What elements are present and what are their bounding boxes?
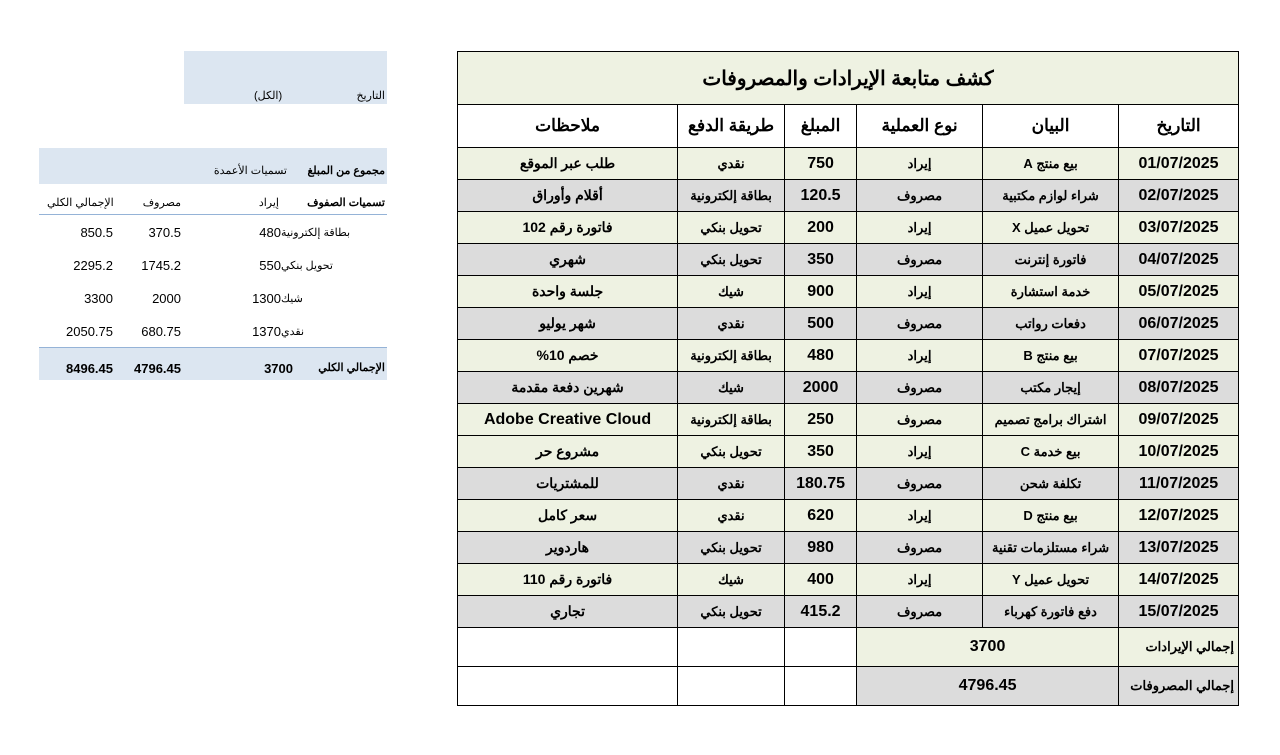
cell-date[interactable]: 05/07/2025 bbox=[1119, 276, 1239, 308]
total-income-value[interactable]: 3700 bbox=[857, 628, 1119, 667]
pivot-col-income: إيراد bbox=[258, 197, 279, 209]
pivot-total-expense: 4796.45 bbox=[134, 361, 181, 376]
cell-method[interactable]: تحويل بنكي bbox=[678, 212, 785, 244]
cell-notes[interactable]: أقلام وأوراق bbox=[458, 180, 678, 212]
ledger-table bbox=[457, 51, 1239, 706]
cell-method[interactable]: نقدي bbox=[678, 148, 785, 180]
table-row bbox=[458, 212, 1239, 244]
pivot-row-expense: 1745.2 bbox=[141, 258, 181, 273]
cell-amount[interactable]: 480 bbox=[785, 340, 857, 372]
cell-date[interactable]: 03/07/2025 bbox=[1119, 212, 1239, 244]
table-row bbox=[458, 436, 1239, 468]
header-date[interactable]: التاريخ bbox=[1119, 105, 1239, 148]
table-row bbox=[458, 532, 1239, 564]
cell-date[interactable]: 10/07/2025 bbox=[1119, 436, 1239, 468]
cell-desc[interactable]: بيع خدمة C bbox=[983, 436, 1119, 468]
cell-method[interactable]: بطاقة إلكترونية bbox=[678, 340, 785, 372]
cell-date[interactable]: 07/07/2025 bbox=[1119, 340, 1239, 372]
table-row bbox=[458, 308, 1239, 340]
cell-date[interactable]: 09/07/2025 bbox=[1119, 404, 1239, 436]
cell-date[interactable]: 01/07/2025 bbox=[1119, 148, 1239, 180]
cell-amount[interactable]: 415.2 bbox=[785, 596, 857, 628]
cell-type[interactable]: مصروف bbox=[857, 532, 983, 564]
ledger-header-row bbox=[458, 105, 1239, 148]
pivot-grand-total-row bbox=[39, 347, 387, 380]
cell-method[interactable]: شيك bbox=[678, 564, 785, 596]
cell-type[interactable]: إيراد bbox=[857, 500, 983, 532]
cell-desc[interactable]: فاتورة إنترنت bbox=[983, 244, 1119, 276]
cell-date[interactable]: 11/07/2025 bbox=[1119, 468, 1239, 500]
cell-notes[interactable]: طلب عبر الموقع bbox=[458, 148, 678, 180]
pivot-row-label: شيك bbox=[281, 293, 303, 305]
empty-cell[interactable] bbox=[678, 628, 785, 667]
cell-method[interactable]: تحويل بنكي bbox=[678, 244, 785, 276]
pivot-total-label: الإجمالي الكلي bbox=[318, 362, 385, 374]
cell-desc[interactable]: تكلفة شحن bbox=[983, 468, 1119, 500]
cell-amount[interactable]: 180.75 bbox=[785, 468, 857, 500]
header-method[interactable]: طريقة الدفع bbox=[678, 105, 785, 148]
cell-notes[interactable]: هاردوير bbox=[458, 532, 678, 564]
cell-desc[interactable]: بيع منتج A bbox=[983, 148, 1119, 180]
pivot-row-total: 3300 bbox=[84, 291, 113, 306]
cell-amount[interactable]: 2000 bbox=[785, 372, 857, 404]
header-type[interactable]: نوع العملية bbox=[857, 105, 983, 148]
cell-notes[interactable]: فاتورة رقم 110 bbox=[458, 564, 678, 596]
cell-type[interactable]: مصروف bbox=[857, 308, 983, 340]
pivot-row-label: تحويل بنكي bbox=[281, 260, 333, 272]
cell-type[interactable]: إيراد bbox=[857, 436, 983, 468]
pivot-filter-label: التاريخ bbox=[356, 90, 385, 102]
cell-amount[interactable]: 400 bbox=[785, 564, 857, 596]
cell-amount[interactable]: 750 bbox=[785, 148, 857, 180]
pivot-row-total: 2295.2 bbox=[73, 258, 113, 273]
table-row bbox=[458, 372, 1239, 404]
cell-method[interactable]: تحويل بنكي bbox=[678, 532, 785, 564]
table-row bbox=[458, 468, 1239, 500]
pivot-row-expense: 680.75 bbox=[141, 324, 181, 339]
cell-desc[interactable]: دفعات رواتب bbox=[983, 308, 1119, 340]
empty-cell[interactable] bbox=[785, 628, 857, 667]
pivot-row bbox=[39, 281, 387, 314]
pivot-table bbox=[39, 148, 387, 380]
total-expense-row bbox=[458, 667, 1239, 706]
ledger-title-row bbox=[458, 52, 1239, 105]
pivot-row bbox=[39, 248, 387, 281]
pivot-filter-value[interactable]: (الكل) bbox=[254, 90, 283, 102]
cell-date[interactable]: 13/07/2025 bbox=[1119, 532, 1239, 564]
pivot-row bbox=[39, 215, 387, 248]
table-row bbox=[458, 500, 1239, 532]
cell-notes[interactable]: فاتورة رقم 102 bbox=[458, 212, 678, 244]
cell-desc[interactable]: تحويل عميل Y bbox=[983, 564, 1119, 596]
cell-type[interactable]: مصروف bbox=[857, 468, 983, 500]
pivot-row-total: 2050.75 bbox=[66, 324, 113, 339]
cell-desc[interactable]: بيع منتج D bbox=[983, 500, 1119, 532]
cell-desc[interactable]: تحويل عميل X bbox=[983, 212, 1119, 244]
cell-notes[interactable]: تجاري bbox=[458, 596, 678, 628]
header-desc[interactable]: البيان bbox=[983, 105, 1119, 148]
empty-cell[interactable] bbox=[678, 667, 785, 706]
cell-amount[interactable]: 900 bbox=[785, 276, 857, 308]
cell-date[interactable]: 14/07/2025 bbox=[1119, 564, 1239, 596]
header-amount[interactable]: المبلغ bbox=[785, 105, 857, 148]
pivot-row-label: بطاقة إلكترونية bbox=[281, 227, 351, 239]
total-expense-label: إجمالي المصروفات bbox=[1119, 667, 1239, 706]
pivot-subheader bbox=[39, 184, 387, 215]
cell-notes[interactable]: Adobe Creative Cloud bbox=[458, 404, 678, 436]
cell-date[interactable]: 06/07/2025 bbox=[1119, 308, 1239, 340]
cell-desc[interactable]: دفع فاتورة كهرباء bbox=[983, 596, 1119, 628]
cell-notes[interactable]: سعر كامل bbox=[458, 500, 678, 532]
cell-notes[interactable]: خصم 10% bbox=[458, 340, 678, 372]
cell-type[interactable]: مصروف bbox=[857, 596, 983, 628]
cell-amount[interactable]: 350 bbox=[785, 244, 857, 276]
cell-method[interactable]: نقدي bbox=[678, 468, 785, 500]
pivot-total-grand: 8496.45 bbox=[66, 361, 113, 376]
cell-notes[interactable]: شهرين دفعة مقدمة bbox=[458, 372, 678, 404]
cell-amount[interactable]: 980 bbox=[785, 532, 857, 564]
total-expense-value[interactable]: 4796.45 bbox=[857, 667, 1119, 706]
cell-desc[interactable]: بيع منتج B bbox=[983, 340, 1119, 372]
cell-amount[interactable]: 250 bbox=[785, 404, 857, 436]
cell-type[interactable]: مصروف bbox=[857, 372, 983, 404]
header-notes[interactable]: ملاحظات bbox=[458, 105, 678, 148]
table-row bbox=[458, 340, 1239, 372]
cell-amount[interactable]: 500 bbox=[785, 308, 857, 340]
cell-method[interactable]: بطاقة إلكترونية bbox=[678, 404, 785, 436]
table-row bbox=[458, 244, 1239, 276]
table-row bbox=[458, 180, 1239, 212]
cell-type[interactable]: إيراد bbox=[857, 148, 983, 180]
cell-type[interactable]: مصروف bbox=[857, 404, 983, 436]
cell-notes[interactable]: شهري bbox=[458, 244, 678, 276]
empty-cell[interactable] bbox=[785, 667, 857, 706]
cell-type[interactable]: مصروف bbox=[857, 244, 983, 276]
empty-cell[interactable] bbox=[458, 667, 678, 706]
cell-date[interactable]: 15/07/2025 bbox=[1119, 596, 1239, 628]
pivot-row-income: 1300 bbox=[252, 291, 281, 306]
pivot-row-labels[interactable]: تسميات الصفوف bbox=[307, 197, 385, 209]
cell-amount[interactable]: 350 bbox=[785, 436, 857, 468]
empty-cell[interactable] bbox=[458, 628, 678, 667]
cell-notes[interactable]: للمشتريات bbox=[458, 468, 678, 500]
cell-desc[interactable]: شراء لوازم مكتبية bbox=[983, 180, 1119, 212]
cell-method[interactable]: نقدي bbox=[678, 308, 785, 340]
cell-type[interactable]: إيراد bbox=[857, 276, 983, 308]
ledger-title: كشف متابعة الإيرادات والمصروفات bbox=[458, 52, 1239, 105]
table-row bbox=[458, 148, 1239, 180]
pivot-row-total: 850.5 bbox=[80, 225, 113, 240]
cell-amount[interactable]: 620 bbox=[785, 500, 857, 532]
cell-method[interactable]: تحويل بنكي bbox=[678, 596, 785, 628]
cell-notes[interactable]: جلسة واحدة bbox=[458, 276, 678, 308]
pivot-row-income: 480 bbox=[259, 225, 281, 240]
cell-desc[interactable]: اشتراك برامج تصميم bbox=[983, 404, 1119, 436]
table-row bbox=[458, 404, 1239, 436]
table-row bbox=[458, 564, 1239, 596]
cell-desc[interactable]: خدمة استشارة bbox=[983, 276, 1119, 308]
total-income-row bbox=[458, 628, 1239, 667]
cell-amount[interactable]: 120.5 bbox=[785, 180, 857, 212]
pivot-total-income: 3700 bbox=[264, 361, 293, 376]
cell-date[interactable]: 08/07/2025 bbox=[1119, 372, 1239, 404]
cell-method[interactable]: تحويل بنكي bbox=[678, 436, 785, 468]
pivot-row-income: 550 bbox=[259, 258, 281, 273]
cell-notes[interactable]: شهر يوليو bbox=[458, 308, 678, 340]
cell-type[interactable]: إيراد bbox=[857, 564, 983, 596]
pivot-col-grand: الإجمالي الكلي bbox=[47, 197, 114, 209]
cell-date[interactable]: 12/07/2025 bbox=[1119, 500, 1239, 532]
pivot-row-expense: 2000 bbox=[152, 291, 181, 306]
cell-amount[interactable]: 200 bbox=[785, 212, 857, 244]
pivot-row bbox=[39, 314, 387, 347]
total-income-label: إجمالي الإيرادات bbox=[1119, 628, 1239, 667]
pivot-row-label: نقدي bbox=[281, 326, 305, 338]
cell-type[interactable]: إيراد bbox=[857, 212, 983, 244]
pivot-column-labels[interactable]: تسميات الأعمدة bbox=[213, 165, 287, 177]
pivot-header bbox=[39, 148, 387, 184]
cell-date[interactable]: 04/07/2025 bbox=[1119, 244, 1239, 276]
cell-method[interactable]: بطاقة إلكترونية bbox=[678, 180, 785, 212]
pivot-row-income: 1370 bbox=[252, 324, 281, 339]
cell-method[interactable]: شيك bbox=[678, 372, 785, 404]
cell-date[interactable]: 02/07/2025 bbox=[1119, 180, 1239, 212]
pivot-filter[interactable] bbox=[184, 51, 387, 104]
table-row bbox=[458, 276, 1239, 308]
cell-method[interactable]: نقدي bbox=[678, 500, 785, 532]
pivot-row-expense: 370.5 bbox=[148, 225, 181, 240]
pivot-sum-label: مجموع من المبلغ bbox=[307, 165, 385, 177]
pivot-col-expense: مصروف bbox=[142, 197, 181, 209]
table-row bbox=[458, 596, 1239, 628]
cell-type[interactable]: إيراد bbox=[857, 340, 983, 372]
cell-desc[interactable]: شراء مستلزمات تقنية bbox=[983, 532, 1119, 564]
cell-desc[interactable]: إيجار مكتب bbox=[983, 372, 1119, 404]
cell-notes[interactable]: مشروع حر bbox=[458, 436, 678, 468]
cell-method[interactable]: شيك bbox=[678, 276, 785, 308]
cell-type[interactable]: مصروف bbox=[857, 180, 983, 212]
